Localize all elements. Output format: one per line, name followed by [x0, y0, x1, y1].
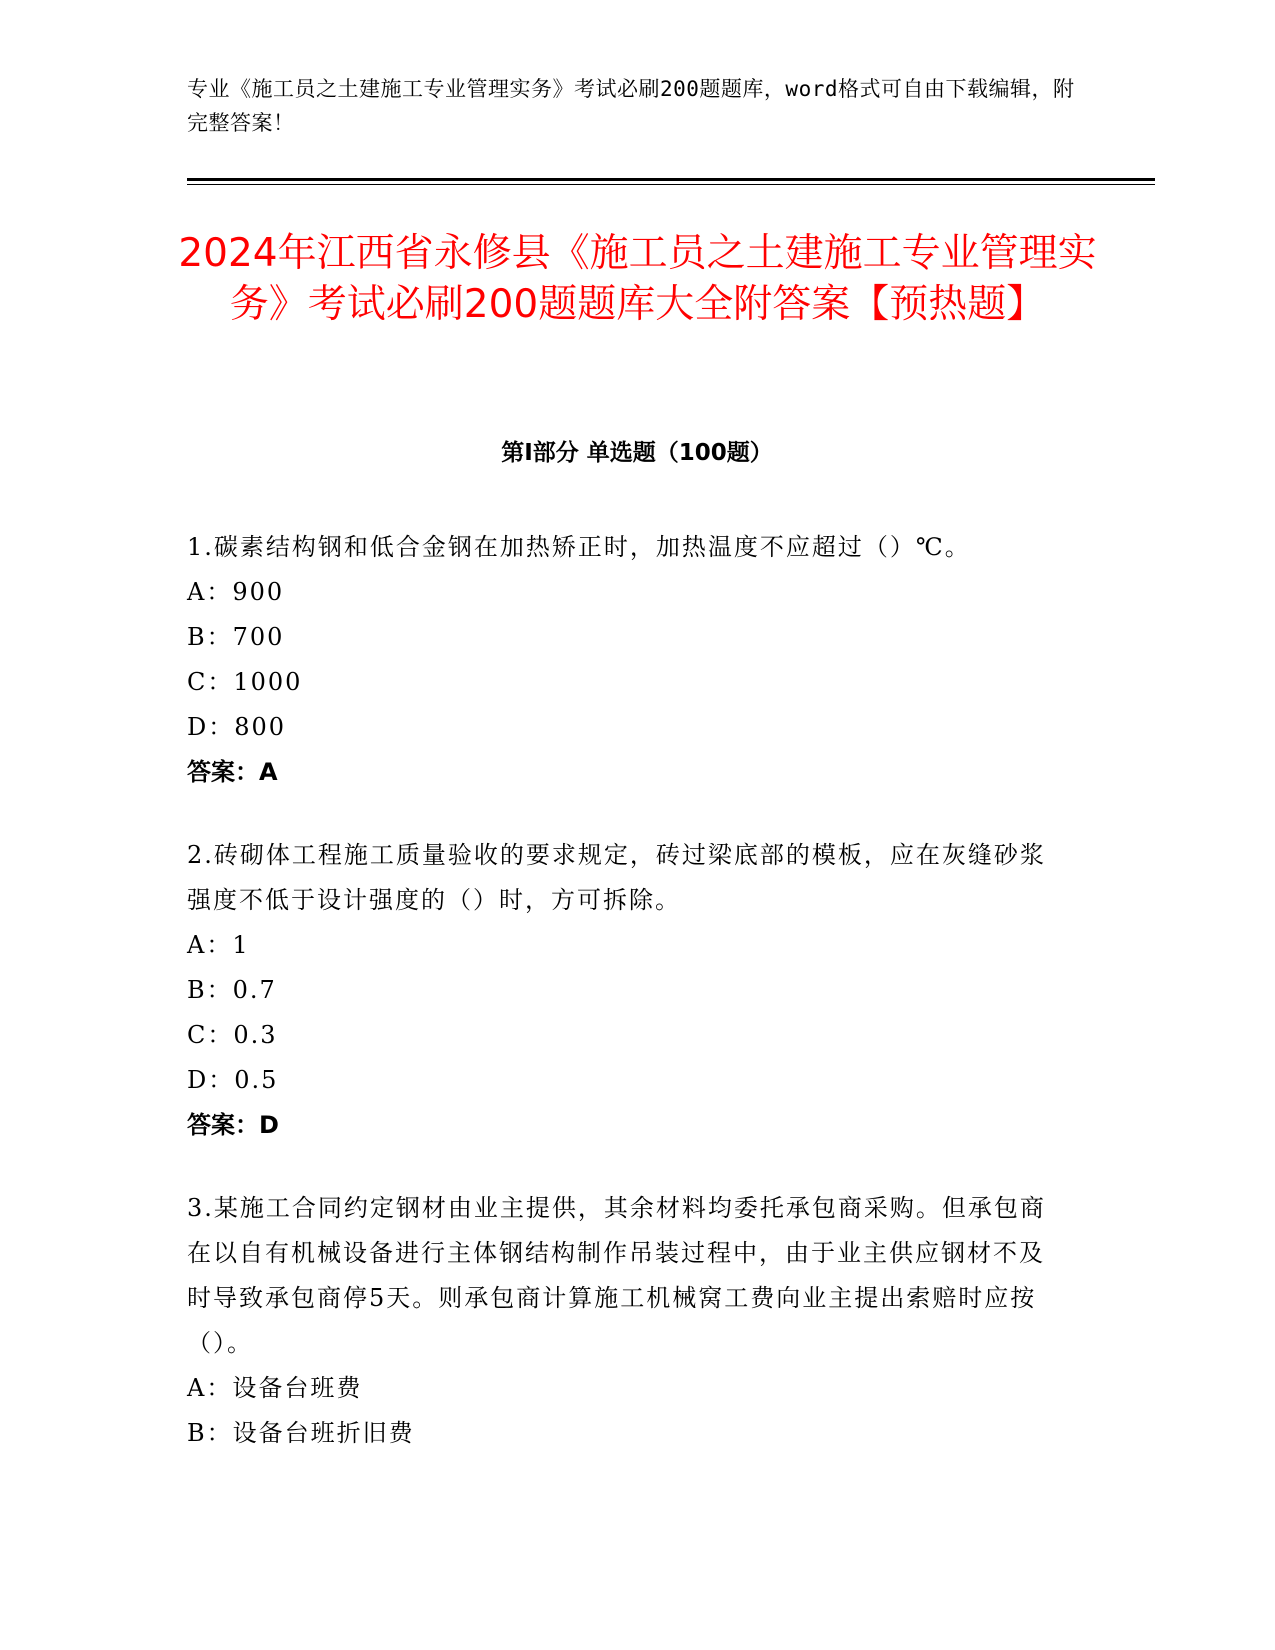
document-title: 2024年江西省永修县《施工员之土建施工专业管理实务》考试必刷200题题库大全附答案【预热题】 — [178, 231, 1097, 327]
option-c: C：0.3 — [187, 1021, 278, 1049]
option-c: C：1000 — [187, 668, 303, 696]
option-d: D：800 — [187, 713, 287, 741]
question-stem: 2.砖砌体工程施工质量验收的要求规定，砖过梁底部的模板，应在灰缝砂浆强度不低于设计强度的（）时，方可拆除。 — [187, 841, 1046, 914]
header-divider-thick — [187, 178, 1155, 181]
option-b: B：0.7 — [187, 976, 277, 1004]
option-a: A：设备台班费 — [187, 1374, 363, 1402]
option-d: D：0.5 — [187, 1066, 279, 1094]
header-divider-thin — [187, 184, 1155, 185]
question-1 — [187, 525, 1067, 795]
question-stem: 1.碳素结构钢和低合金钢在加热矫正时，加热温度不应超过（）℃。 — [187, 533, 971, 561]
question-stem: 3.某施工合同约定钢材由业主提供，其余材料均委托承包商采购。但承包商在以自有机械设备进行主体钢结构制作吊装过程中，由于业主供应钢材不及时导致承包商停5天。则承包商计算施工机械窝工费向业主提出索赔时应按（）。 — [187, 1194, 1046, 1357]
answer-line: 答案：D — [187, 1111, 279, 1139]
option-b: B：700 — [187, 623, 285, 651]
answer-line: 答案：A — [187, 758, 278, 786]
option-b: B：设备台班折旧费 — [187, 1419, 415, 1447]
question-3 — [187, 1186, 1067, 1456]
header-note: 专业《施工员之土建施工专业管理实务》考试必刷200题题库，word格式可自由下载编辑，附完整答案！ — [187, 77, 1075, 135]
question-2 — [187, 833, 1067, 1148]
question-list — [187, 525, 1067, 1494]
option-a: A：1 — [187, 931, 250, 959]
option-a: A：900 — [187, 578, 285, 606]
section-heading: 第Ⅰ部分 单选题（100题） — [501, 440, 773, 466]
